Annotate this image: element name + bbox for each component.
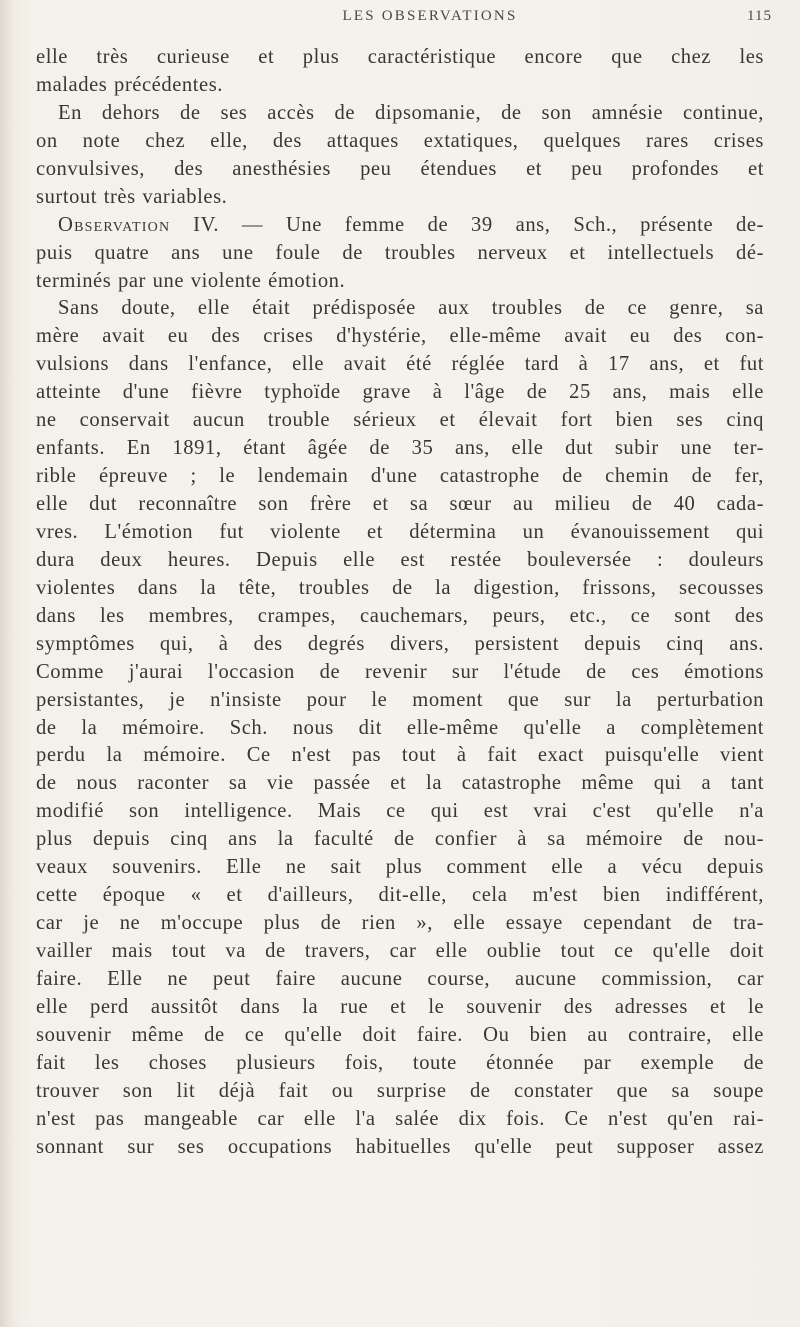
text-line: de nous raconter sa vie passée et la catastrophe même qui a tant <box>36 772 764 795</box>
page-number: 115 <box>747 8 772 24</box>
text-line: fait les choses plusieurs fois, toute étonnée par exemple de <box>36 1051 764 1074</box>
page-header <box>0 8 800 32</box>
text-line: vulsions dans l'enfance, elle avait été réglée tard à 17 ans, et fut <box>36 353 764 376</box>
text-line: IV. — Une femme de 39 ans, Sch., présente de- <box>193 213 764 236</box>
text-line: rible épreuve ; le lendemain d'une catastrophe de chemin de fer, <box>36 465 764 488</box>
text-line: dura deux heures. Depuis elle est restée bouleversée : douleurs <box>36 548 764 571</box>
text-line: trouver son lit déjà fait ou surprise de constater que sa soupe <box>36 1079 764 1102</box>
text-line: mère avait eu des crises d'hystérie, elle-même avait eu des con- <box>36 325 764 348</box>
page-edge-shadow <box>0 0 14 1327</box>
observation-label: Observation <box>58 213 171 236</box>
text-line: vailler mais tout va de travers, car elle oublie tout ce qu'elle doit <box>36 940 764 962</box>
text-line: ne conservait aucun trouble sérieux et élevait fort bien ses cinq <box>36 409 764 432</box>
text-line: surtout très variables. <box>36 185 228 208</box>
text-line: n'est pas mangeable car elle l'a salée dix fois. Ce n'est qu'en rai- <box>36 1107 764 1130</box>
text-line: elle perd aussitôt dans la rue et le souvenir des adresses et le <box>36 995 764 1018</box>
text-line: veaux souvenirs. Elle ne sait plus comment elle a vécu depuis <box>36 856 764 879</box>
text-line: atteinte d'une fièvre typhoïde grave à l'âge de 25 ans, mais elle <box>36 381 764 404</box>
text-line: En dehors de ses accès de dipsomanie, de son amnésie continue, <box>58 101 764 124</box>
text-line: de la mémoire. Sch. nous dit elle-même qu'elle a complètement <box>36 716 764 739</box>
observation-heading-line <box>36 212 764 240</box>
text-line: elle très curieuse et plus caractéristique encore que chez les <box>36 46 764 68</box>
text-line: elle dut reconnaître son frère et sa sœur au milieu de 40 cada- <box>36 493 764 515</box>
text-line: modifié son intelligence. Mais ce qui est vrai c'est qu'elle n'a <box>36 800 764 823</box>
text-line: Sans doute, elle était prédisposée aux troubles de ce genre, sa <box>58 297 764 320</box>
text-line: vres. L'émotion fut violente et détermina un évanouissement qui <box>36 520 764 543</box>
text-line: plus depuis cinq ans la faculté de confier à sa mémoire de nou- <box>36 828 764 851</box>
body-text <box>36 44 764 1162</box>
text-line: on note chez elle, des attaques extatiques, quelques rares crises <box>36 129 764 152</box>
text-line: souvenir même de ce qu'elle doit faire. Ou bien au contraire, elle <box>36 1023 764 1046</box>
text-line: car je ne m'occupe plus de rien », elle essaye cependant de tra- <box>36 912 764 935</box>
text-line: symptômes qui, à des degrés divers, persistent depuis cinq ans. <box>36 632 764 655</box>
text-line: convulsives, des anesthésies peu étendues et peu profondes et <box>36 157 764 180</box>
text-line: perdu la mémoire. Ce n'est pas tout à fait exact puisqu'elle vient <box>36 744 764 767</box>
text-line: enfants. En 1891, étant âgée de 35 ans, elle dut subir une ter- <box>36 437 764 460</box>
text-line: persistantes, je n'insiste pour le moment que sur la perturbation <box>36 688 764 711</box>
text-line: terminés par une violente émotion. <box>36 269 346 292</box>
text-line: faire. Elle ne peut faire aucune course, aucune commission, car <box>36 967 764 990</box>
text-line: sonnant sur ses occupations habituelles qu'elle peut supposer assez <box>36 1135 764 1158</box>
text-line: violentes dans la tête, troubles de la digestion, frissons, secousses <box>36 576 764 599</box>
text-line: malades précédentes. <box>36 73 223 96</box>
text-line: dans les membres, crampes, cauchemars, peurs, etc., ce sont des <box>36 604 764 627</box>
text-line: Comme j'aurai l'occasion de revenir sur l'étude de ces émotions <box>36 660 764 683</box>
running-title: LES OBSERVATIONS <box>342 8 518 24</box>
text-line: cette époque « et d'ailleurs, dit-elle, cela m'est bien indifférent, <box>36 884 764 907</box>
text-line: puis quatre ans une foule de troubles nerveux et intellectuels dé- <box>36 241 764 264</box>
